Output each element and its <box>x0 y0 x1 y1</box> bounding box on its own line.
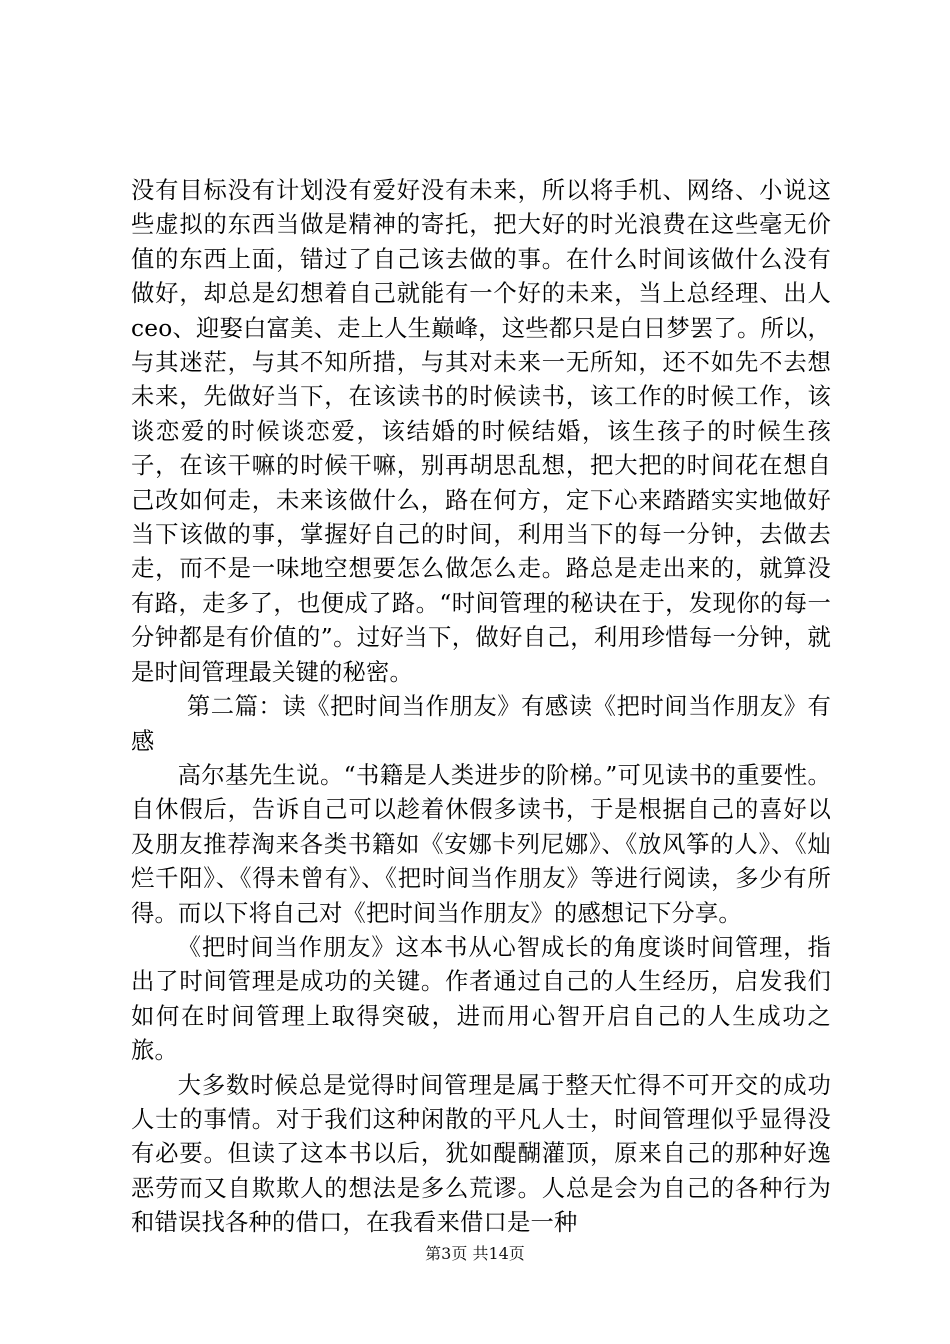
paragraph-book-summary: 《把时间当作朋友》这本书从心智成长的角度谈时间管理，指出了时间管理是成功的关键。作者通过自己的人生经历，启发我们如何在时间管理上取得突破，进而用心智开启自己的人生成功之旅。 <box>131 933 831 1065</box>
paragraph-reflection: 大多数时候总是觉得时间管理是属于整天忙得不可开交的成功人士的事情。对于我们这种闲散的平凡人士，时间管理似乎显得没有必要。但读了这本书以后，犹如醍醐灌顶，原来自己的那种好逸恶劳而又自欺欺人的想法是多么荒谬。人总是会为自己的各种行为和错误找各种的借口，在我看来借口是一种 <box>131 1071 831 1237</box>
paragraph-continuation: 没有目标没有计划没有爱好没有未来，所以将手机、网络、小说这些虚拟的东西当做是精神的寄托，把大好的时光浪费在这些毫无价值的东西上面，错过了自己该去做的事。在什么时间该做什么没有做好，却总是幻想着自己就能有一个好的未来，当上总经理、出人ceo、迎娶白富美、走上人生巅峰，这些都只是白日梦罢了。所以，与其迷茫，与其不知所措，与其对未来一无所知，还不如先不去想未来，先做好当下，在该读书的时候读书，该工作的时候工作，该谈恋爱的时候谈恋爱，该结婚的时候结婚，该生孩子的时候生孩子，在该干嘛的时候干嘛，别再胡思乱想，把大把的时间花在想自己改如何走，未来该做什么，路在何方，定下心来踏踏实实地做好当下该做的事，掌握好自己的时间，利用当下的每一分钟，去做去走，而不是一味地空想要怎么做怎么走。路总是走出来的，就算没有路，走多了，也便成了路。“时间管理的秘诀在于，发现你的每一分钟都是有价值的”。过好当下，做好自己，利用珍惜每一分钟，就是时间管理最关键的秘密。 <box>131 177 831 686</box>
paragraph-gorky-quote: 高尔基先生说。“书籍是人类进步的阶梯。”可见读书的重要性。自休假后，告诉自己可以趁着休假多读书，于是根据自己的喜好以及朋友推荐淘来各类书籍如《安娜卡列尼娜》、《放风筝的人》、《灿烂千阳》、《得未曾有》、《把时间当作朋友》等进行阅读，多少有所得。而以下将自己对《把时间当作朋友》的感想记下分享。 <box>131 761 831 927</box>
page-footer: 第3页 共14页 <box>425 1244 525 1263</box>
section-heading: 第二篇：读《把时间当作朋友》有感读《把时间当作朋友》有感 <box>131 693 831 755</box>
document-body <box>131 174 831 1241</box>
